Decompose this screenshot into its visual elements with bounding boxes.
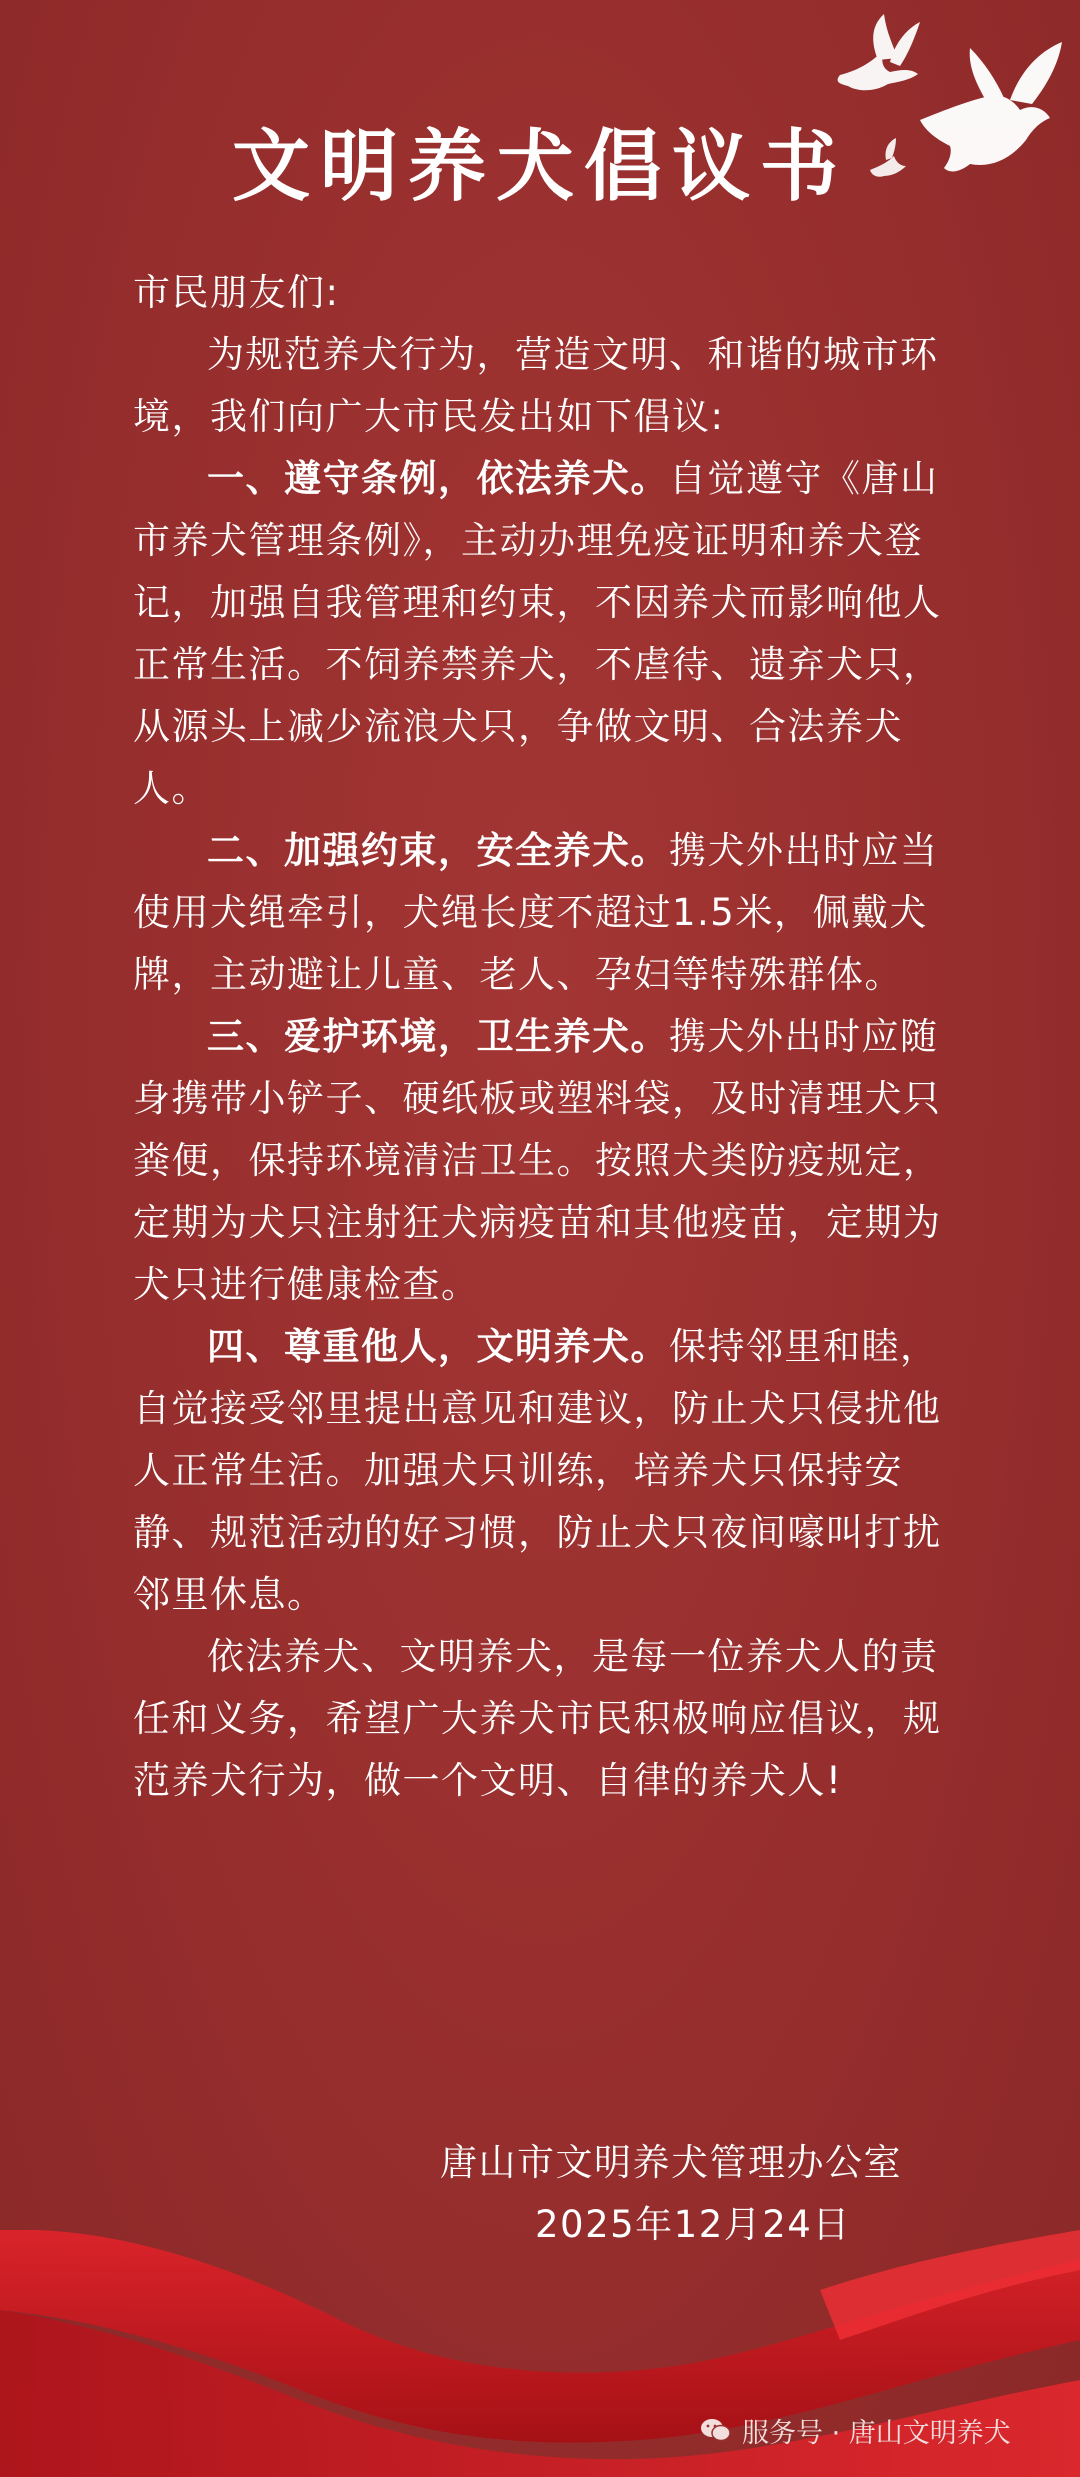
item-1-text: 自觉遵守《唐山市养犬管理条例》，主动办理免疫证明和养犬登记，加强自我管理和约束，不因养犬而影响他人正常生活。不饲养禁养犬，不虐待、遗弃犬只，从源头上减少流浪犬只，争做文明、合法养犬人。: [133, 457, 942, 810]
footer-account: [700, 2410, 1011, 2450]
item-3-heading: 三、爱护环境，卫生养犬。: [207, 1015, 669, 1058]
signature-date: 2025年12月24日: [535, 2203, 851, 2246]
item-4-heading: 四、尊重他人，文明养犬。: [207, 1325, 669, 1368]
wechat-icon: [700, 2417, 732, 2443]
item-4-text: 保持邻里和睦，自觉接受邻里提出意见和建议，防止犬只侵扰他人正常生活。加强犬只训练，培养犬只保持安静、规范活动的好习惯，防止犬只夜间嚎叫打扰邻里休息。: [133, 1325, 942, 1616]
item-3-paragraph: [133, 1006, 963, 1316]
item-1-heading: 一、遵守条例，依法养犬。: [207, 457, 669, 500]
signature-org: 唐山市文明养犬管理办公室: [440, 2141, 902, 2184]
item-2-paragraph: [133, 820, 963, 1006]
closing-paragraph: 依法养犬、文明养犬，是每一位养犬人的责任和义务，希望广大养犬市民积极响应倡议，规范养犬行为，做一个文明、自律的养犬人!: [133, 1635, 942, 1802]
item-1-paragraph: [133, 448, 963, 820]
dove-small-icon: [838, 14, 920, 90]
page-title: 文明养犬倡议书: [231, 122, 848, 212]
item-4-paragraph: [133, 1316, 963, 1626]
proposal-body: [133, 262, 963, 1812]
item-2-heading: 二、加强约束，安全养犬。: [207, 829, 669, 872]
item-3-text: 携犬外出时应随身携带小铲子、硬纸板或塑料袋，及时清理犬只粪便，保持环境清洁卫生。按照犬类防疫规定，定期为犬只注射狂犬病疫苗和其他疫苗，定期为犬只进行健康检查。: [133, 1015, 942, 1306]
intro-paragraph: 为规范养犬行为，营造文明、和谐的城市环境，我们向广大市民发出如下倡议:: [133, 333, 939, 438]
footer-text: 服务号 · 唐山文明养犬: [742, 2417, 1011, 2449]
item-2-text: 携犬外出时应当使用犬绳牵引，犬绳长度不超过1.5米，佩戴犬牌，主动避让儿童、老人、孕妇等特殊群体。: [133, 829, 939, 996]
salutation: 市民朋友们:: [133, 271, 340, 314]
